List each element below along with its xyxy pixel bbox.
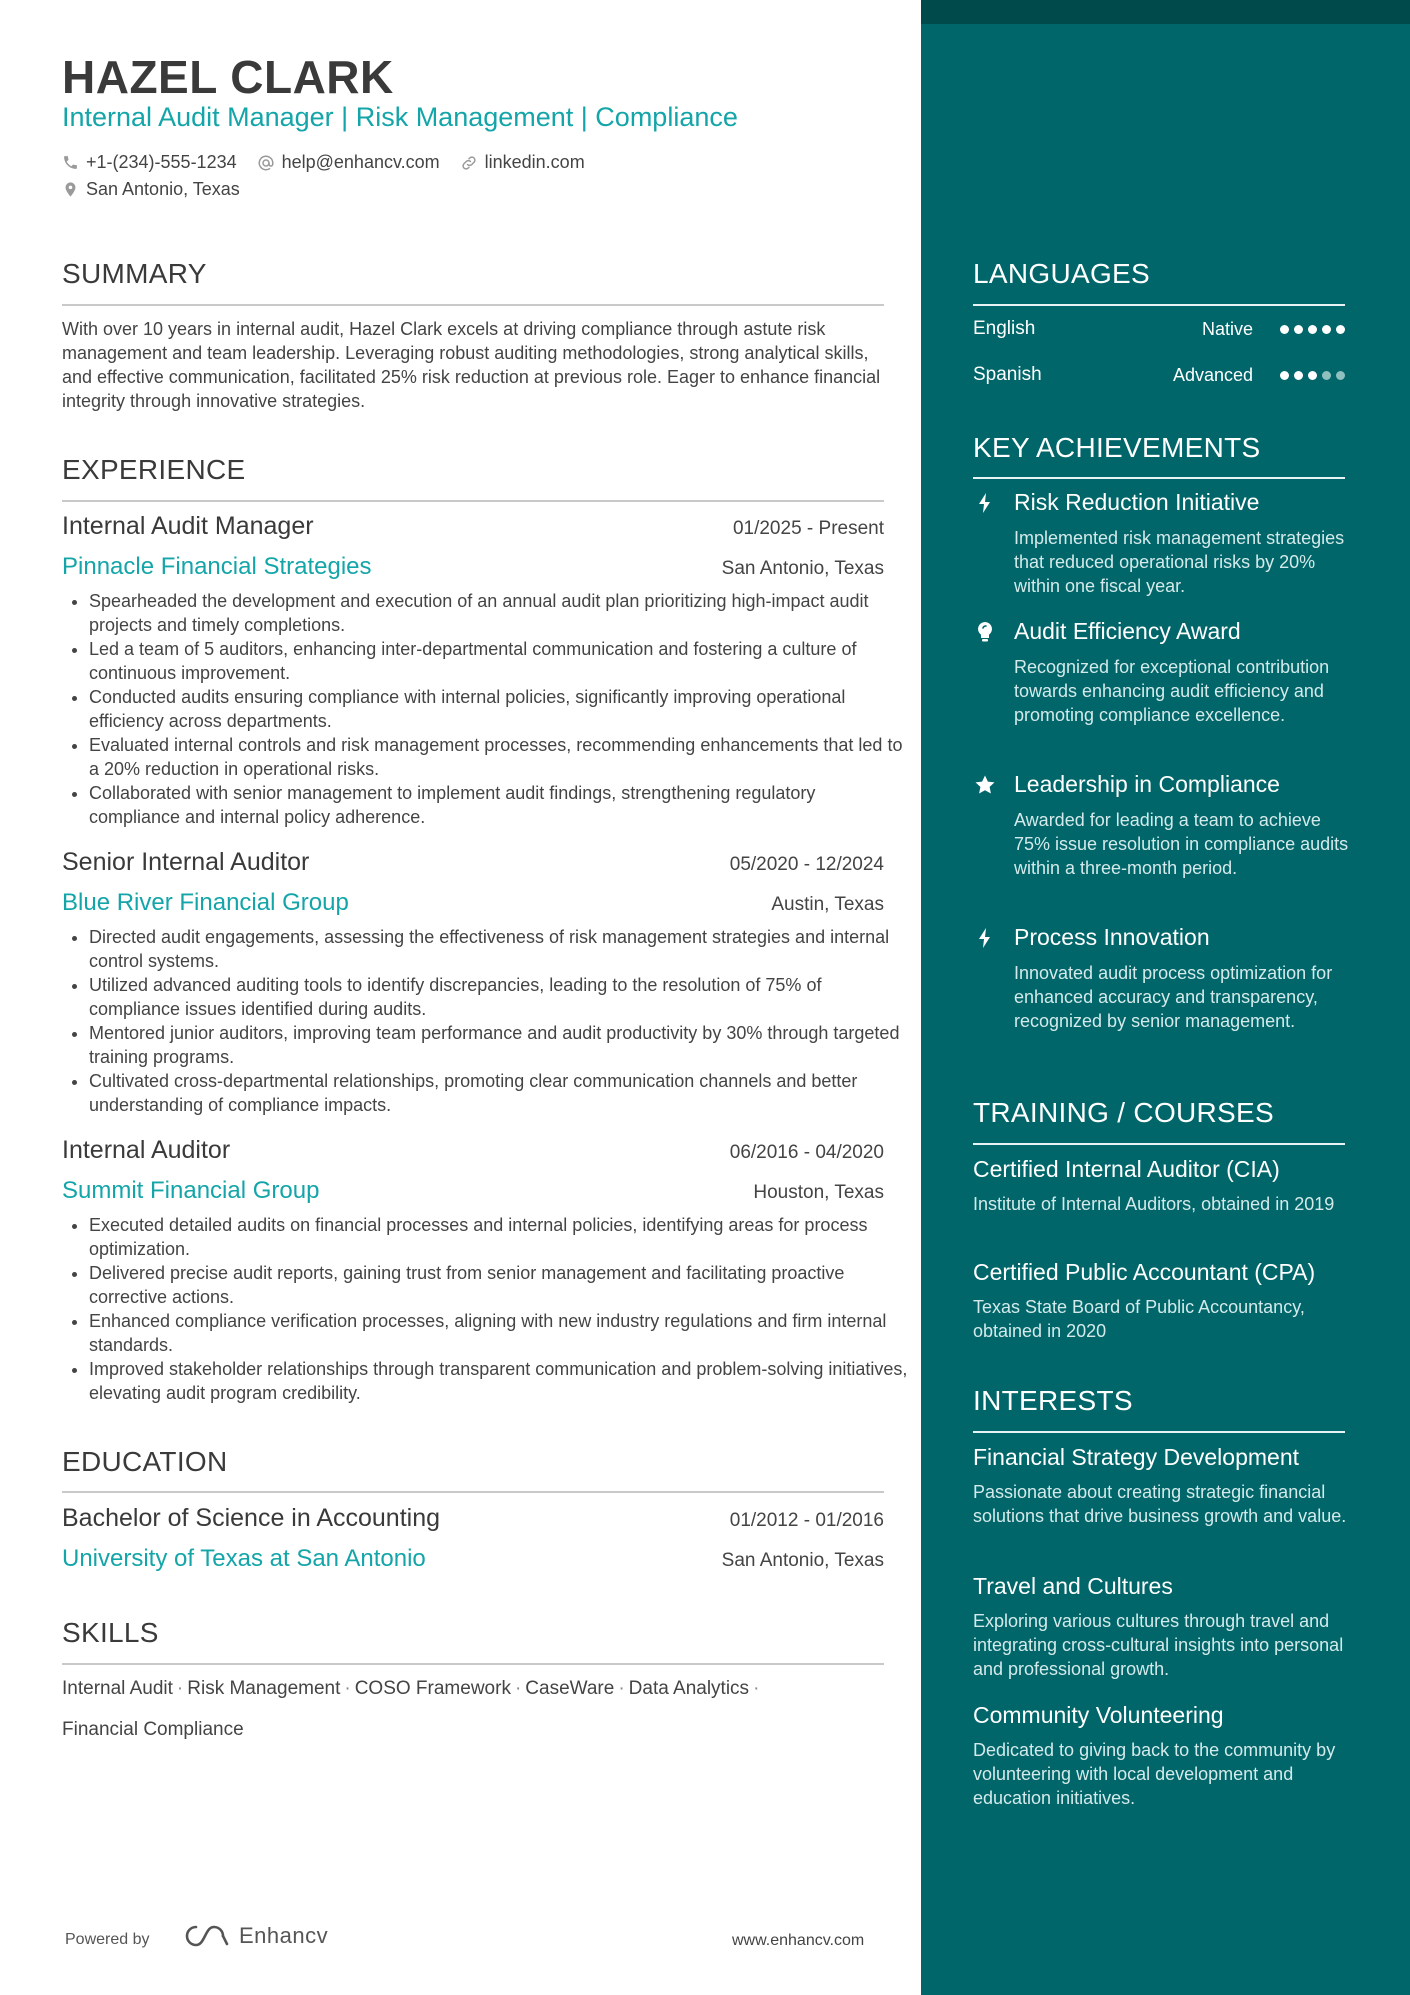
training-title: Certified Public Accountant (CPA) [973, 1259, 1316, 1285]
lightning-icon [973, 926, 997, 950]
achievement-title: Leadership in Compliance [1014, 771, 1280, 797]
job-role: Senior Internal Auditor [62, 848, 310, 876]
education-degree: Bachelor of Science in Accounting [62, 1504, 441, 1532]
language-name: English [973, 318, 1036, 339]
job-location: Austin, Texas [771, 894, 884, 915]
job-bullet: • Utilized advanced auditing tools to identify discrepancies, leading to the resolution of 75% of compliance issues identified during audits. [89, 973, 911, 1021]
contact-row-location [62, 179, 260, 200]
education-heading: EDUCATION [62, 1446, 228, 1477]
interest-desc: Dedicated to giving back to the community by volunteering with local development and education initiatives. [973, 1740, 1336, 1808]
job-header [62, 512, 884, 541]
skill-item: Risk Management [187, 1678, 341, 1699]
education-school-row [62, 1545, 884, 1573]
job-location: San Antonio, Texas [721, 558, 884, 579]
achievement-desc: Innovated audit process optimization for enhanced accuracy and transparency, recognized by senior management. [1014, 963, 1333, 1031]
job-header [62, 848, 884, 877]
rating-dot-filled [1280, 371, 1289, 380]
candidate-name: HAZEL CLARK [62, 51, 394, 103]
interest-desc: Exploring various cultures through travel and integrating cross-cultural insights into personal and professional growth. [973, 1611, 1344, 1679]
summary-heading: SUMMARY [62, 258, 207, 289]
experience-heading: EXPERIENCE [62, 454, 246, 485]
achievement-desc: Recognized for exceptional contribution towards enhancing audit efficiency and promoting compliance excellence. [1014, 657, 1330, 725]
achievement-title: Process Innovation [1014, 924, 1210, 950]
contact-row [62, 152, 605, 173]
languages-divider [973, 304, 1345, 306]
summary-text: With over 10 years in internal audit, Hazel Clark excels at driving compliance through astute risk management and team leadership. Leveraging robust auditing methodologies, strong analytical skills, and effective communication, facilitated 25% risk reduction at previous role. Eager to enhance financial integrity through innovative strategies. [62, 319, 881, 411]
training-desc: Texas State Board of Public Accountancy, obtained in 2020 [973, 1297, 1305, 1341]
job-company-row [62, 889, 884, 917]
link-icon [460, 154, 478, 172]
job-company: Summit Financial Group [62, 1177, 320, 1204]
education-location: San Antonio, Texas [721, 1550, 884, 1571]
sidebar [921, 0, 1410, 1995]
enhancv-logo[interactable] [183, 1923, 328, 1949]
interest-title: Community Volunteering [973, 1702, 1224, 1728]
skills-list: Internal Audit · Risk Management · COSO Framework · CaseWare · Data Analytics · Financial Compliance [62, 1678, 760, 1740]
education-school: University of Texas at San Antonio [62, 1545, 426, 1572]
job-bullet: • Led a team of 5 auditors, enhancing inter-departmental communication and fostering a culture of continuous improvement. [89, 637, 911, 685]
rating-dot-empty [1336, 371, 1345, 380]
skill-item: CaseWare [525, 1678, 615, 1699]
job-bullets [62, 925, 911, 1117]
rating-dot-filled [1336, 325, 1345, 334]
job-bullet: • Directed audit engagements, assessing the effectiveness of risk management strategies and internal control systems. [89, 925, 911, 973]
phone-text: +1-(234)-555-1234 [86, 152, 237, 172]
job-bullet: • Evaluated internal controls and risk management processes, recommending enhancements that led to a 20% reduction in operational risks. [89, 733, 911, 781]
interest-title: Financial Strategy Development [973, 1444, 1299, 1470]
job-bullet: • Enhanced compliance verification processes, aligning with new industry regulations and firm internal standards. [89, 1309, 911, 1357]
skills-divider [62, 1663, 884, 1665]
interests-divider [973, 1431, 1345, 1433]
language-level: Advanced [1172, 364, 1253, 385]
language-rating [1275, 325, 1345, 334]
skills-heading: SKILLS [62, 1617, 159, 1648]
summary-divider [62, 304, 884, 306]
achievement-title: Risk Reduction Initiative [1014, 489, 1260, 515]
location-pin-icon [62, 180, 79, 199]
rating-dot-filled [1308, 325, 1317, 334]
job-bullet: • Delivered precise audit reports, gaining trust from senior management and facilitating proactive corrective actions. [89, 1261, 911, 1309]
job-company-row [62, 1177, 884, 1205]
achievement-desc: Implemented risk management strategies that reduced operational risks by 20% within one fiscal year. [1014, 528, 1345, 596]
powered-by-label: Powered by [65, 1931, 150, 1948]
achievements-heading: KEY ACHIEVEMENTS [973, 432, 1261, 463]
job-dates: 01/2025 - Present [732, 518, 884, 539]
enhancv-logo-icon [183, 1923, 231, 1949]
education-divider [62, 1491, 884, 1493]
language-row [973, 364, 1345, 386]
job-role: Internal Auditor [62, 1136, 231, 1164]
job-bullets [62, 1213, 911, 1405]
contact-email[interactable] [257, 152, 440, 173]
contact-location [62, 179, 240, 200]
enhancv-brand-text: Enhancv [239, 1923, 329, 1948]
skill-item: COSO Framework [354, 1678, 511, 1699]
job-header [62, 1136, 884, 1165]
at-icon [257, 154, 275, 172]
linkedin-text: linkedin.com [484, 152, 585, 172]
lightning-icon [973, 491, 997, 515]
training-divider [973, 1143, 1345, 1145]
job-bullet: • Improved stakeholder relationships through transparent communication and problem-solving initiatives, elevating audit program credibility. [89, 1357, 911, 1405]
star-icon [973, 773, 997, 797]
lightbulb-icon [973, 620, 997, 644]
education-dates: 01/2012 - 01/2016 [729, 1510, 884, 1531]
phone-icon [62, 154, 79, 171]
training-title: Certified Internal Auditor (CIA) [973, 1156, 1280, 1182]
rating-dot-filled [1294, 371, 1303, 380]
achievement-desc: Awarded for leading a team to achieve 75% issue resolution in compliance audits within a three-month period. [1014, 810, 1349, 878]
languages-heading: LANGUAGES [973, 258, 1150, 289]
contact-linkedin[interactable] [460, 152, 585, 173]
job-company-row [62, 553, 884, 581]
language-rating [1275, 371, 1345, 380]
training-desc: Institute of Internal Auditors, obtained in 2019 [973, 1194, 1335, 1214]
rating-dot-filled [1322, 325, 1331, 334]
job-dates: 05/2020 - 12/2024 [729, 854, 884, 875]
job-bullet: • Conducted audits ensuring compliance with internal policies, significantly improving operational efficiency across departments. [89, 685, 911, 733]
email-text: help@enhancv.com [281, 152, 440, 172]
job-bullet: • Collaborated with senior management to implement audit findings, strengthening regulatory compliance and internal policy adherence. [89, 781, 911, 829]
contact-phone[interactable] [62, 152, 237, 173]
candidate-tagline: Internal Audit Manager | Risk Management | Compliance [62, 102, 738, 132]
language-name: Spanish [973, 364, 1042, 385]
location-text: San Antonio, Texas [86, 179, 240, 199]
rating-dot-filled [1294, 325, 1303, 334]
interest-title: Travel and Cultures [973, 1573, 1173, 1599]
job-company: Pinnacle Financial Strategies [62, 553, 372, 580]
job-dates: 06/2016 - 04/2020 [729, 1142, 884, 1163]
footer-url[interactable]: www.enhancv.com [732, 1932, 865, 1949]
achievement-title: Audit Efficiency Award [1014, 618, 1241, 644]
job-bullets [62, 589, 911, 829]
job-bullet: • Cultivated cross-departmental relationships, promoting clear communication channels and better understanding of compliance impacts. [89, 1069, 911, 1117]
education-header [62, 1504, 884, 1533]
skill-item: Data Analytics [628, 1678, 750, 1699]
skill-item: Internal Audit [62, 1678, 173, 1699]
skill-item: Financial Compliance [62, 1719, 244, 1740]
job-bullet: • Executed detailed audits on financial processes and internal policies, identifying areas for process optimization. [89, 1213, 911, 1261]
language-row [973, 318, 1345, 340]
job-bullet: • Mentored junior auditors, improving team performance and audit productivity by 30% through targeted training programs. [89, 1021, 911, 1069]
achievements-divider [973, 477, 1345, 479]
interests-heading: INTERESTS [973, 1385, 1133, 1416]
job-bullet: • Spearheaded the development and execution of an annual audit plan prioritizing high-impact audit projects and timely completions. [89, 589, 911, 637]
job-location: Houston, Texas [753, 1182, 884, 1203]
rating-dot-filled [1280, 325, 1289, 334]
job-role: Internal Audit Manager [62, 512, 314, 540]
rating-dot-empty [1322, 371, 1331, 380]
experience-divider [62, 500, 884, 502]
rating-dot-filled [1308, 371, 1317, 380]
training-heading: TRAINING / COURSES [973, 1097, 1274, 1128]
language-level: Native [1201, 318, 1253, 339]
job-company: Blue River Financial Group [62, 889, 349, 916]
interest-desc: Passionate about creating strategic financial solutions that drive business growth and value. [973, 1482, 1347, 1526]
